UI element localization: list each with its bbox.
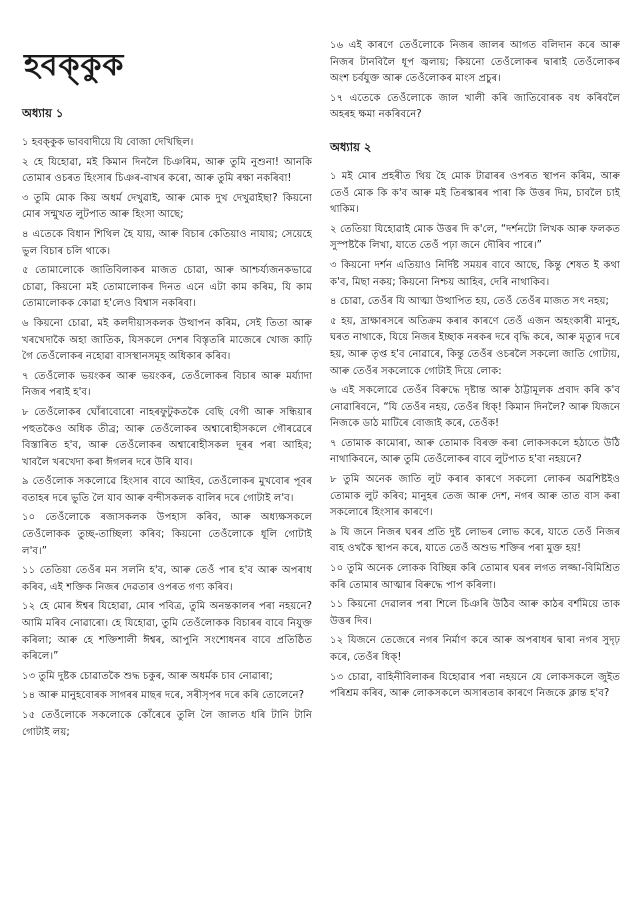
book-title: হবক্‌কুক — [24, 48, 125, 83]
verse-1-16: ১৬ এই কাৰণে তেওঁলোকে নিজৰ জালৰ আগত বলিদান কৰে আৰু নিজৰ টানবিলৈ ধূপ জ্বলায়; কিয়নো তেওঁলোকৰ দ্বাৰাই তেওঁলোকৰ অংশ চৰ্বযুক্ত আৰু তেওঁলোকৰ মাংস প্ৰচুৰ। — [330, 40, 620, 85]
verse-2-2: ২ তেতিয়া যিহোৱাই মোক উত্তৰ দি ক'লে, “দৰ্শনটো লিখক আৰু ফলকত সুস্পষ্টকৈ লিখা, যাতে তেওঁ পঢ়া জনে দৌৰিব পাৰে।” — [330, 223, 620, 252]
verse-1-8: ৮ তেওঁলোকৰ ঘোঁৰাবোৰো নাহৰফুটুকতকৈ বেছি বেগী আৰু সন্ধিয়াৰ পহুতকৈও অধিক তীব্ৰ; আৰু তেওঁলোকৰ অশ্বাৰোহীসকলে গৌৰৱেৰে বিস্তাৰিত হ'ব, আৰু তেওঁলোকৰ অশ্বাৰোহীসকল দূৰৰ পৰা আহিব; খাবলৈ খৰখেদা কৰা ঈগলৰ দৰে উৰি যাব। — [22, 406, 312, 468]
verse-1-2: ২ হে যিহোৱা, মই কিমান দিনলৈ চিঞৰিম, আৰু তুমি নুশুনা! আনকি তোমাৰ ওচৰত হিংসাৰ চিঞৰ-বাখৰ কৰো, আৰু তুমি ৰক্ষা নকৰিবা! — [22, 156, 312, 185]
verse-1-3: ৩ তুমি মোক কিয় অধৰ্ম দেখুৱাই, আৰু মোক দুখ দেখুৱাইছা? কিয়নো মোৰ সন্মুখত লুটপাত আৰু হিংসা আছে; — [22, 192, 312, 221]
verse-2-11: ১১ কিয়নো দেৱালৰ পৰা শিলে চিঞৰি উঠিব আৰু কাঠৰ বৰ্শমিয়ে তাক উত্তৰ দিব। — [330, 599, 620, 627]
verse-1-11: ১১ তেতিয়া তেওঁৰ মন সলনি হ'ব, আৰু তেওঁ পাৰ হ'ব আৰু অপৰাধ কৰিব, এই শক্তিক নিজৰ দেৱতাৰ ওপৰত গণ্য কৰিব। — [22, 565, 312, 593]
chapter-1-continued-verses — [330, 38, 620, 124]
verse-1-17: ১৭ এতেকে তেওঁলোকে জাল খালী কৰি জাতিবোৰক বধ কৰিবলৈ অহৰহ ক্ষমা নকৰিবনে? — [330, 92, 620, 121]
chapter-2-heading: অধ্যায় ২ — [330, 139, 372, 154]
verse-1-1: ১ হবক্‌কুক ভাববাদীয়ে যি বোজা দেখিছিল। — [22, 137, 194, 148]
verse-1-7: ৭ তেওঁলোক ভয়ংকৰ আৰু ভয়ংকৰ, তেওঁলোকৰ বিচাৰ আৰু মৰ্য্যাদা নিজৰ পৰাই হ'ব। — [22, 370, 312, 399]
verse-2-13: ১৩ চোৱা, বাহিনীবিলাকৰ যিহোৱাৰ পৰা নহয়নে যে লোকসকলে জুইত পৰিশ্ৰম কৰিব, আৰু লোকসকলে অসাৰতাৰ কাৰণে নিজকে ক্লান্ত হ'ব? — [330, 671, 620, 700]
verse-2-1: ১ মই মোৰ প্ৰহৰীত থিয় হৈ মোক টাৱাৰৰ ওপৰত স্থাপন কৰিম, আৰু তেওঁ মোক কি ক'ব আৰু মই তিৰস্কাৰৰ পাৰা কি উত্তৰ দিম, চাবলৈ চাই থাকিম। — [330, 170, 620, 216]
verse-1-5: ৫ তোমালোকে জাতিবিলাকৰ মাজত চোৱা, আৰু আশ্চৰ্য্যজনকভাৱে চোৱা, কিয়নো মই তোমালোকৰ দিনত এনে এটা কাম কৰিম, যি কাম তোমালোকক কোৱা হ'লেও বিশ্বাস নকৰিবা। — [22, 265, 312, 310]
left-column — [22, 38, 312, 744]
verse-2-8: ৮ তুমি অনেক জাতি লুট কৰাৰ কাৰণে সকলো লোকৰ অৱশিষ্টইও তোমাক লুট কৰিব; মানুহৰ তেজ আৰু দেশ, নগৰ আৰু তাত বাস কৰা সকলোৰে হিংসাৰ কাৰণে। — [330, 474, 620, 519]
verse-1-9: ৯ তেওঁলোক সকলোৱে হিংসাৰ বাবে আহিব, তেওঁলোকৰ মুখবোৰ পূবৰ বতাহৰ দৰে ভুতি লৈ যাব আৰু বন্দীসকলক বালিৰ দৰে গোটাই ল'ব। — [22, 476, 312, 504]
right-column — [330, 38, 620, 706]
verse-1-12: ১২ হে মোৰ ঈশ্বৰ যিহোৱা, মোৰ পবিত্ৰ, তুমি অনন্তকালৰ পৰা নহয়নে? আমি মৰিব নোৱাৰো। হে যিহোৱা, তুমি তেওঁলোকক বিচাৰৰ বাবে নিযুক্ত কৰিলা; আৰু হে শক্তিশালী ঈশ্বৰ, আপুনি সংশোধনৰ বাবে প্ৰতিষ্ঠিত কৰিলে।” — [22, 601, 312, 663]
chapter-2-verses — [330, 169, 620, 703]
verse-1-13: ১৩ তুমি দুষ্টক চোৱাতকৈ শুদ্ধ চকুৰ, আৰু অধৰ্মক চাব নোৱাৰা; — [22, 670, 273, 682]
verse-1-10: ১০ তেওঁলোকে ৰজাসকলক উপহাস কৰিব, আৰু অধ্যক্ষসকলে তেওঁলোকক তুচ্ছ-তাচ্ছিল্য কৰিব; কিয়নো তেওঁলোকে ধূলি গোটাই ল'ব।” — [22, 512, 312, 557]
verse-1-14: ১৪ আৰু মানুহবোৰক সাগৰৰ মাছৰ দৰে, সৰীসৃপৰ দৰে কৰি তোলেনে? — [22, 690, 305, 702]
verse-2-3: ৩ কিয়নো দৰ্শন এতিয়াও নিৰ্দিষ্ট সময়ৰ বাবে আছে, কিন্তু শেষত ই কথা ক'ব, মিছা নকয়; কিয়নো নিশ্চয় আহিব, দেৰি নাথাকিব। — [330, 259, 620, 288]
chapter-1-heading: অধ্যায় ১ — [22, 106, 64, 120]
verse-1-15: ১৫ তেওঁলোকে সকলোকে কোঁৰেৰে তুলি লৈ জালত ধৰি টানি টানি গোটাই লয়; — [22, 710, 312, 738]
verse-2-4: ৪ চোৱা, তেওঁৰ যি আত্মা উত্থাপিত হয়, তেওঁ তেওঁৰ মাজত সৎ নহয়; — [330, 296, 609, 308]
verse-2-6: ৬ এই সকলোৱে তেওঁৰ বিৰুদ্ধে দৃষ্টান্ত আৰু ঠাট্টামূলক প্ৰবাদ কৰি ক'ব নোৱাৰিবনে, “যি তেওঁৰ নহয়, তেওঁৰ ধিক্! কিমান দিনলৈ? আৰু যিজনে নিজকে ডাঠ মাটিৰে বোজাই কৰে, তেওঁক! — [330, 385, 620, 430]
verse-2-12: ১২ যিজনে তেজেৰে নগৰ নিৰ্মাণ কৰে আৰু অপৰাধৰ দ্বাৰা নগৰ সুদৃঢ় কৰে, তেওঁৰ ধিক্! — [330, 635, 620, 663]
verse-2-10: ১০ তুমি অনেক লোকক বিচ্ছিন্ন কৰি তোমাৰ ঘৰৰ লগত লজ্জা-বিমিশ্ৰিত কৰি তোমাৰ আত্মাৰ বিৰুদ্ধে পাপ কৰিলা। — [330, 563, 620, 591]
chapter-1-verses — [22, 135, 312, 741]
verse-2-7: ৭ তোমাক কামোৰা, আৰু তোমাক বিৰক্ত কৰা লোকসকলে হঠাতে উঠি নাথাকিবনে, আৰু তুমি তেওঁলোকৰ বাবে লুটপাত হ'বা নহয়নে? — [330, 437, 620, 466]
verse-2-9: ৯ যি জনে নিজৰ ঘৰৰ প্ৰতি দুষ্ট লোভৰ লোভ কৰে, যাতে তেওঁ নিজৰ বাহ ওখকৈ স্থাপন কৰে, যাতে তেওঁ অশুভ শক্তিৰ পৰা মুক্ত হয়! — [330, 526, 620, 555]
verse-2-5: ৫ হয়, দ্ৰাক্ষাৰসৰে অতিক্ৰম কৰাৰ কাৰণে তেওঁ এজন অহংকাৰী মানুহ, ঘৰত নাথাকে, যিয়ে নিজৰ ইচ্ছাক নৰকৰ দৰে বৃদ্ধি কৰে, আৰু মৃত্যুৰ দৰে হয়, আৰু তৃপ্ত হ'ব নোৱাৰে, কিন্তু তেওঁৰ ওচৰলৈ সকলো জাতি গোটায়, আৰু তেওঁৰ সকলোকে গোটাই দিয়ে লোক: — [330, 315, 620, 377]
verse-1-4: ৪ এতেকে বিধান শিথিল হৈ যায়, আৰু বিচাৰ কেতিয়াও নাযায়; সেয়েহে ভুল বিচাৰ চলি থাকে। — [22, 228, 312, 257]
verse-1-6: ৬ কিয়নো চোৱা, মই কলদীয়াসকলক উত্থাপন কৰিম, সেই তিতা আৰু খৰখেদাকৈ অহা জাতিক, যিসকলে দেশৰ বিস্তৃতৰি মাজেৰে খোজ কাঢ়ি গৈ তেওঁলোকৰ নহোৱা বাসস্থানসমূহ অধিকাৰ কৰিব। — [22, 317, 312, 363]
